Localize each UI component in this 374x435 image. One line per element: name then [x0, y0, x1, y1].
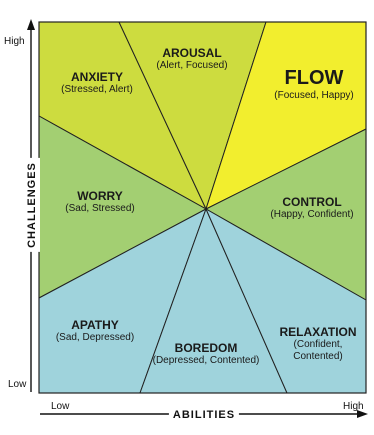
- zone-apathy-name: APATHY: [71, 318, 119, 332]
- zone-anxiety-desc: (Stressed, Alert): [61, 84, 133, 96]
- zone-flow-desc: (Focused, Happy): [274, 90, 354, 101]
- zone-apathy-label: [56, 318, 134, 344]
- y-axis-low-label: Low: [8, 379, 27, 390]
- x-axis-low-label: Low: [51, 401, 70, 412]
- zone-flow-label: [274, 66, 353, 102]
- y-axis-high-label: High: [4, 36, 25, 47]
- zone-relaxation-name: RELAXATION: [279, 325, 357, 339]
- zone-worry-name: WORRY: [77, 189, 123, 203]
- y-axis-title: CHALLENGES: [26, 162, 38, 248]
- y-axis-arrowhead: [27, 19, 35, 30]
- zone-worry-label: [65, 189, 134, 215]
- zone-boredom-name: BOREDOM: [174, 341, 238, 355]
- zone-anxiety-label: [61, 70, 133, 96]
- x-axis-title-wrap: [169, 405, 239, 423]
- zone-flow-name: FLOW: [284, 67, 344, 89]
- zone-arousal-desc: (Alert, Focused): [156, 60, 228, 72]
- zone-control-name: CONTROL: [282, 195, 342, 209]
- zone-relaxation-label: [279, 325, 356, 363]
- zone-control-desc: (Happy, Confident): [270, 209, 354, 221]
- zone-relaxation-desc: (Confident, Contented): [293, 339, 343, 363]
- y-axis-title-wrap: [22, 158, 40, 252]
- zone-anxiety-name: ANXIETY: [70, 70, 124, 84]
- zone-apathy-desc: (Sad, Depressed): [55, 332, 135, 344]
- zone-arousal-name: AROUSAL: [162, 46, 222, 60]
- zone-arousal-label: [156, 46, 227, 72]
- x-axis-title: ABILITIES: [172, 409, 236, 421]
- zone-control-label: [270, 195, 353, 221]
- zone-boredom-label: [153, 341, 260, 367]
- zone-worry-desc: (Sad, Stressed): [65, 203, 135, 215]
- zone-boredom-desc: (Depressed, Contented): [152, 355, 260, 367]
- x-axis-high-label: High: [343, 401, 364, 412]
